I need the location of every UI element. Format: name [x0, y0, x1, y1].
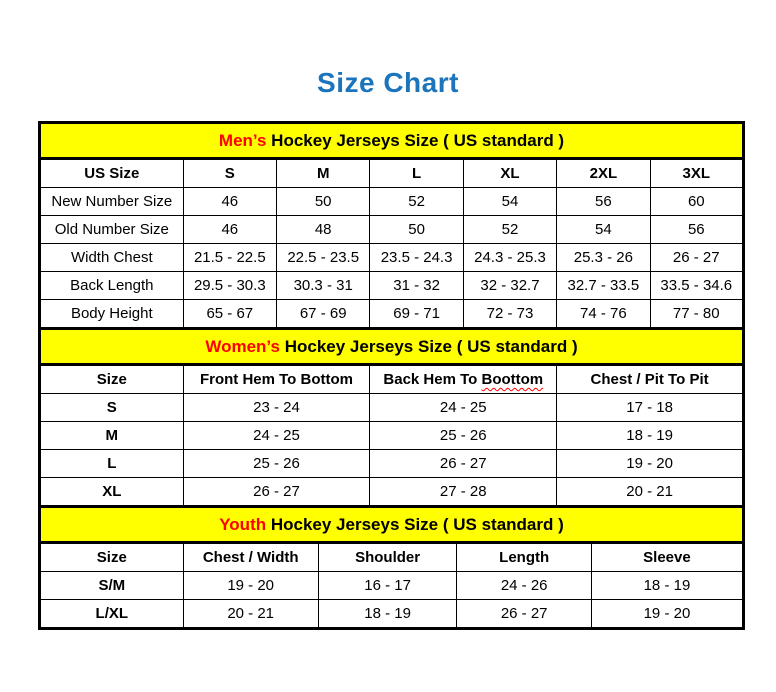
table-row: [40, 188, 744, 216]
table-row: [40, 450, 744, 478]
size-value-cell: 56: [557, 188, 650, 216]
size-value-cell: 24 - 26: [457, 572, 591, 600]
column-header-cell: XL: [463, 159, 556, 188]
row-label-cell: L/XL: [40, 600, 184, 629]
mens-section-title: [40, 123, 744, 159]
size-value-cell: 46: [183, 188, 276, 216]
row-label-cell: L: [40, 450, 184, 478]
size-value-cell: 23 - 24: [183, 394, 370, 422]
size-value-cell: 54: [463, 188, 556, 216]
row-label-cell: M: [40, 422, 184, 450]
size-value-cell: 21.5 - 22.5: [183, 244, 276, 272]
size-value-cell: 31 - 32: [370, 272, 463, 300]
size-value-cell: 19 - 20: [557, 450, 744, 478]
mens-section-title-highlight: Men’s: [218, 130, 267, 150]
table-row: [40, 394, 744, 422]
table-row: [40, 600, 744, 629]
size-value-cell: 46: [183, 216, 276, 244]
table-row: [40, 478, 744, 507]
page-title: Size Chart: [317, 67, 459, 98]
table-row: [40, 572, 744, 600]
column-header-cell: Sleeve: [591, 543, 743, 572]
size-value-cell: 69 - 71: [370, 300, 463, 329]
row-label-cell: Width Chest: [40, 244, 184, 272]
column-header-cell: Chest / Width: [183, 543, 318, 572]
column-header-cell: 2XL: [557, 159, 650, 188]
mens-section-band-row: [40, 123, 744, 159]
womens-section-title-rest: Hockey Jerseys Size ( US standard ): [279, 336, 578, 356]
size-value-cell: 20 - 21: [557, 478, 744, 507]
column-header-cell: S: [183, 159, 276, 188]
column-header-cell: Chest / Pit To Pit: [557, 365, 744, 394]
size-value-cell: 52: [370, 188, 463, 216]
column-header-cell: M: [277, 159, 370, 188]
size-value-cell: 50: [277, 188, 370, 216]
column-header-cell: 3XL: [650, 159, 743, 188]
youth-table-body: [40, 543, 744, 629]
mens-table-body: [40, 159, 744, 329]
table-row: [40, 272, 744, 300]
size-value-cell: 24 - 25: [370, 394, 557, 422]
column-header-row: [40, 159, 744, 188]
column-header-cell: US Size: [40, 159, 184, 188]
size-chart-tables: [38, 121, 745, 630]
size-value-cell: 24 - 25: [183, 422, 370, 450]
womens-section-title: [40, 329, 744, 365]
size-value-cell: 24.3 - 25.3: [463, 244, 556, 272]
table-row: [40, 216, 744, 244]
size-value-cell: 19 - 20: [591, 600, 743, 629]
womens-size-table: [38, 327, 745, 508]
size-value-cell: 26 - 27: [183, 478, 370, 507]
size-value-cell: 60: [650, 188, 743, 216]
column-header-row: [40, 365, 744, 394]
size-value-cell: 29.5 - 30.3: [183, 272, 276, 300]
size-value-cell: 26 - 27: [370, 450, 557, 478]
column-header-cell: Shoulder: [318, 543, 457, 572]
size-value-cell: 48: [277, 216, 370, 244]
size-value-cell: 25.3 - 26: [557, 244, 650, 272]
size-value-cell: 25 - 26: [183, 450, 370, 478]
womens-table-body: [40, 365, 744, 507]
row-label-cell: Body Height: [40, 300, 184, 329]
size-value-cell: 20 - 21: [183, 600, 318, 629]
column-header-cell: Back Hem To Boottom: [370, 365, 557, 394]
size-value-cell: 74 - 76: [557, 300, 650, 329]
row-label-cell: New Number Size: [40, 188, 184, 216]
column-header-cell: Front Hem To Bottom: [183, 365, 370, 394]
table-row: [40, 244, 744, 272]
size-value-cell: 26 - 27: [457, 600, 591, 629]
size-value-cell: 67 - 69: [277, 300, 370, 329]
mens-size-table: [38, 121, 745, 330]
misspelled-word: Boottom: [481, 371, 544, 388]
row-label-cell: Old Number Size: [40, 216, 184, 244]
size-value-cell: 56: [650, 216, 743, 244]
row-label-cell: Back Length: [40, 272, 184, 300]
row-label-cell: S/M: [40, 572, 184, 600]
youth-section-title-highlight: Youth: [219, 514, 267, 534]
size-value-cell: 65 - 67: [183, 300, 276, 329]
youth-section-title-rest: Hockey Jerseys Size ( US standard ): [266, 514, 564, 534]
size-value-cell: 22.5 - 23.5: [277, 244, 370, 272]
size-value-cell: 27 - 28: [370, 478, 557, 507]
size-value-cell: 26 - 27: [650, 244, 743, 272]
column-header-cell: Size: [40, 365, 184, 394]
column-header-cell: Size: [40, 543, 184, 572]
size-value-cell: 32 - 32.7: [463, 272, 556, 300]
row-label-cell: XL: [40, 478, 184, 507]
row-label-cell: S: [40, 394, 184, 422]
size-value-cell: 23.5 - 24.3: [370, 244, 463, 272]
size-value-cell: 77 - 80: [650, 300, 743, 329]
size-value-cell: 50: [370, 216, 463, 244]
womens-section-band-row: [40, 329, 744, 365]
size-value-cell: 18 - 19: [318, 600, 457, 629]
column-header-cell: Length: [457, 543, 591, 572]
youth-section-title: [40, 507, 744, 543]
column-header-row: [40, 543, 744, 572]
youth-size-table: [38, 505, 745, 630]
size-value-cell: 72 - 73: [463, 300, 556, 329]
table-row: [40, 300, 744, 329]
size-value-cell: 18 - 19: [591, 572, 743, 600]
womens-section-title-highlight: Women’s: [205, 336, 280, 356]
size-value-cell: 17 - 18: [557, 394, 744, 422]
size-value-cell: 32.7 - 33.5: [557, 272, 650, 300]
size-value-cell: 16 - 17: [318, 572, 457, 600]
size-value-cell: 33.5 - 34.6: [650, 272, 743, 300]
size-value-cell: 54: [557, 216, 650, 244]
size-value-cell: 19 - 20: [183, 572, 318, 600]
size-value-cell: 52: [463, 216, 556, 244]
mens-section-title-rest: Hockey Jerseys Size ( US standard ): [266, 130, 565, 150]
size-value-cell: 18 - 19: [557, 422, 744, 450]
size-value-cell: 30.3 - 31: [277, 272, 370, 300]
youth-section-band-row: [40, 507, 744, 543]
column-header-cell: L: [370, 159, 463, 188]
size-value-cell: 25 - 26: [370, 422, 557, 450]
table-row: [40, 422, 744, 450]
